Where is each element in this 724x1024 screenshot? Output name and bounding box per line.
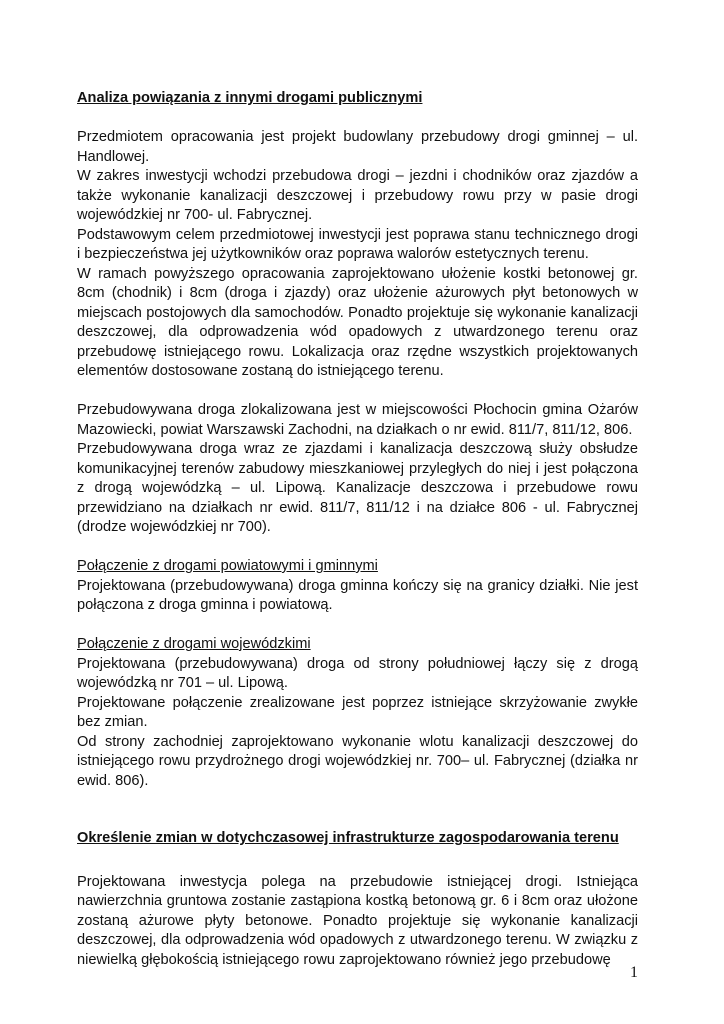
paragraph: Projektowana (przebudowywana) droga od strony południowej łączy się z drogą wojewódzką nr 701 – ul. Lipową.	[77, 655, 638, 691]
paragraph: Od strony zachodniej zaprojektowano wykonanie wlotu kanalizacji deszczowej do istniejącego rowu przydrożnego drogi wojewódzkiej nr. 700– ul. Fabrycznej (działka nr ewid. 806).	[77, 733, 638, 789]
paragraph: Przedmiotem opracowania jest projekt budowlany przebudowy drogi gminnej – ul. Handlowej.	[77, 129, 638, 165]
paragraph: Podstawowym celem przedmiotowej inwestycji jest poprawa stanu technicznego drogi i bezpieczeństwa jej użytkowników oraz poprawa walorów estetycznych terenu.	[77, 226, 638, 262]
paragraph: Projektowana (przebudowywana) droga gminna kończy się na granicy działki. Nie jest połączona z droga gminna i powiatową.	[77, 577, 638, 613]
section-heading-analysis: Analiza powiązania z innymi drogami publicznymi	[77, 90, 423, 106]
paragraph: Przebudowywana droga wraz ze zjazdami i kanalizacja deszczową służy obsłudze komunikacyjnej terenów zabudowy mieszkaniowej przyległych do niej i jest połączona z drogą wojewódzką – ul. Lipową. Kanalizacje deszczowa i przebudowe rowu przewidziano na działkach nr ewid. 811/7, 811/12 i na działce 806 - ul. Fabrycznej (drodze wojewódzkiej nr 700).	[77, 441, 638, 535]
section-heading-infrastructure-changes: Określenie zmian w dotychczasowej infrastrukturze zagospodarowania terenu	[77, 830, 619, 846]
section-heading-county-roads: Połączenie z drogami powiatowymi i gminnymi	[77, 558, 378, 574]
paragraph: Projektowane połączenie zrealizowane jest poprzez istniejące skrzyżowanie zwykłe bez zmian.	[77, 694, 638, 730]
page-number: 1	[630, 964, 638, 981]
paragraph: Projektowana inwestycja polega na przebudowie istniejącej drogi. Istniejąca nawierzchnia gruntowa zostanie zastąpiona kostką betonową gr. 6 i 8cm oraz ułożone zostaną ażurowe płyty betonowe. Ponadto projektuje się wykonanie kanalizacji deszczowej, dla odprowadzenia wód opadowych z utwardzonego terenu. W związku z niewielką głębokością istniejącego rowu zaprojektowano również jego przebudowę	[77, 873, 638, 968]
document-body	[77, 89, 638, 970]
paragraph: W ramach powyższego opracowania zaprojektowano ułożenie kostki betonowej gr. 8cm (chodnik) i 8cm (droga i zjazdy) oraz ułożenie ażurowych płyt betonowych w miejscach postojowych dla samochodów. Ponadto projektuje się wykonanie kanalizacji deszczowej, dla odprowadzenia wód opadowych z utwardzonego terenu oraz przebudowę istniejącego rowu. Lokalizacja oraz rzędne wszystkich projektowanych elementów dostosowane zostaną do istniejącego terenu.	[77, 265, 638, 379]
paragraph: Przebudowywana droga zlokalizowana jest w miejscowości Płochocin gmina Ożarów Mazowiecki, powiat Warszawski Zachodni, na działkach o nr ewid. 811/7, 811/12, 806.	[77, 402, 638, 438]
paragraph: W zakres inwestycji wchodzi przebudowa drogi – jezdni i chodników oraz zjazdów a także wykonanie kanalizacji deszczowej i przebudowy rowu przy w pasie drogi wojewódzkiej nr 700- ul. Fabrycznej.	[77, 168, 638, 223]
section-heading-voivodeship-roads: Połączenie z drogami wojewódzkimi	[77, 636, 311, 652]
